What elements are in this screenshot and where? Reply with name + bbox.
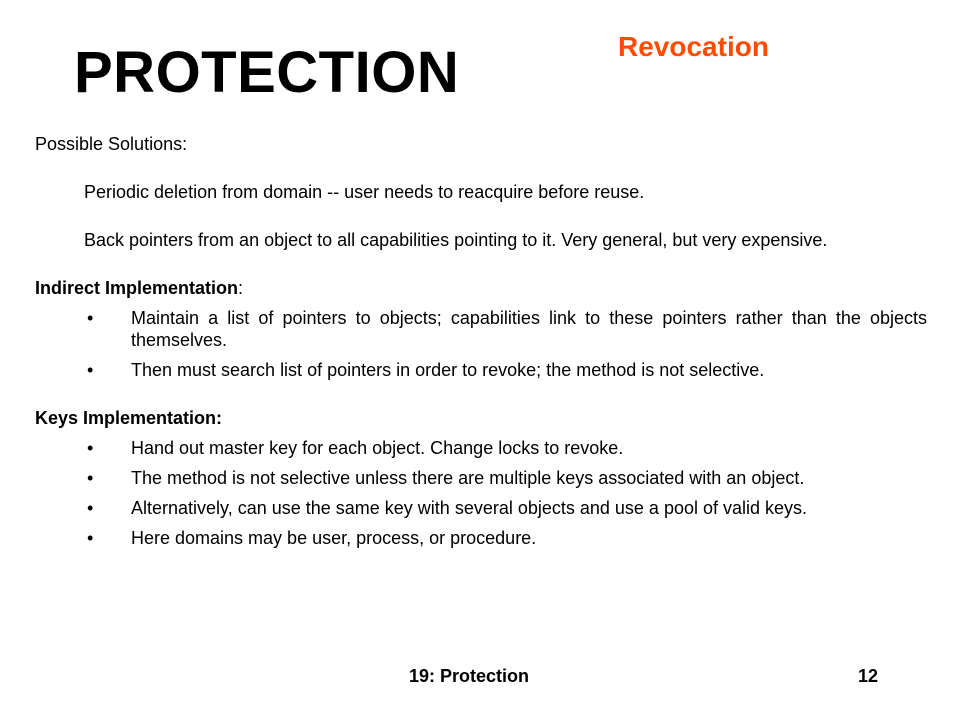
indirect-heading-line — [35, 277, 927, 299]
slide-subtitle: Revocation — [618, 31, 769, 62]
intro-heading: Possible Solutions: — [35, 134, 188, 154]
bullet-icon: • — [87, 498, 94, 518]
list-item — [35, 497, 927, 519]
bullet-icon: • — [87, 528, 94, 548]
bullet-icon: • — [87, 308, 94, 328]
footer-label: 19: Protection — [409, 666, 530, 686]
list-item — [35, 527, 927, 549]
list-item-text: The method is not selective unless there are multiple keys associated with an object. — [131, 468, 805, 488]
list-item-text: Hand out master key for each object. Change locks to revoke. — [131, 438, 624, 458]
bullet-icon: • — [87, 468, 94, 488]
keys-heading: Keys Implementation: — [35, 408, 223, 428]
solution-item: Periodic deletion from domain -- user needs to reacquire before reuse. — [84, 182, 645, 202]
keys-heading-line — [35, 407, 927, 429]
bullet-icon: • — [87, 438, 94, 458]
solution-item: Back pointers from an object to all capabilities pointing to it. Very general, but very expensive. — [84, 230, 828, 250]
indirect-heading-colon: : — [238, 278, 244, 298]
slide-title: PROTECTION — [74, 40, 460, 105]
list-item — [35, 467, 927, 489]
indirect-heading: Indirect Implementation — [35, 278, 239, 298]
page-number: 12 — [858, 666, 879, 686]
bullet-icon: • — [87, 360, 94, 380]
slide-body — [35, 133, 927, 549]
list-item — [35, 437, 927, 459]
list-item-text: Maintain a list of pointers to objects; capabilities link to these pointers rather than the objects themselves. — [131, 308, 927, 350]
list-item — [35, 359, 927, 381]
list-item-text: Alternatively, can use the same key with several objects and use a pool of valid keys. — [131, 498, 808, 518]
list-item-text: Here domains may be user, process, or procedure. — [131, 528, 537, 548]
list-item — [35, 307, 927, 351]
list-item-text: Then must search list of pointers in order to revoke; the method is not selective. — [131, 360, 765, 380]
